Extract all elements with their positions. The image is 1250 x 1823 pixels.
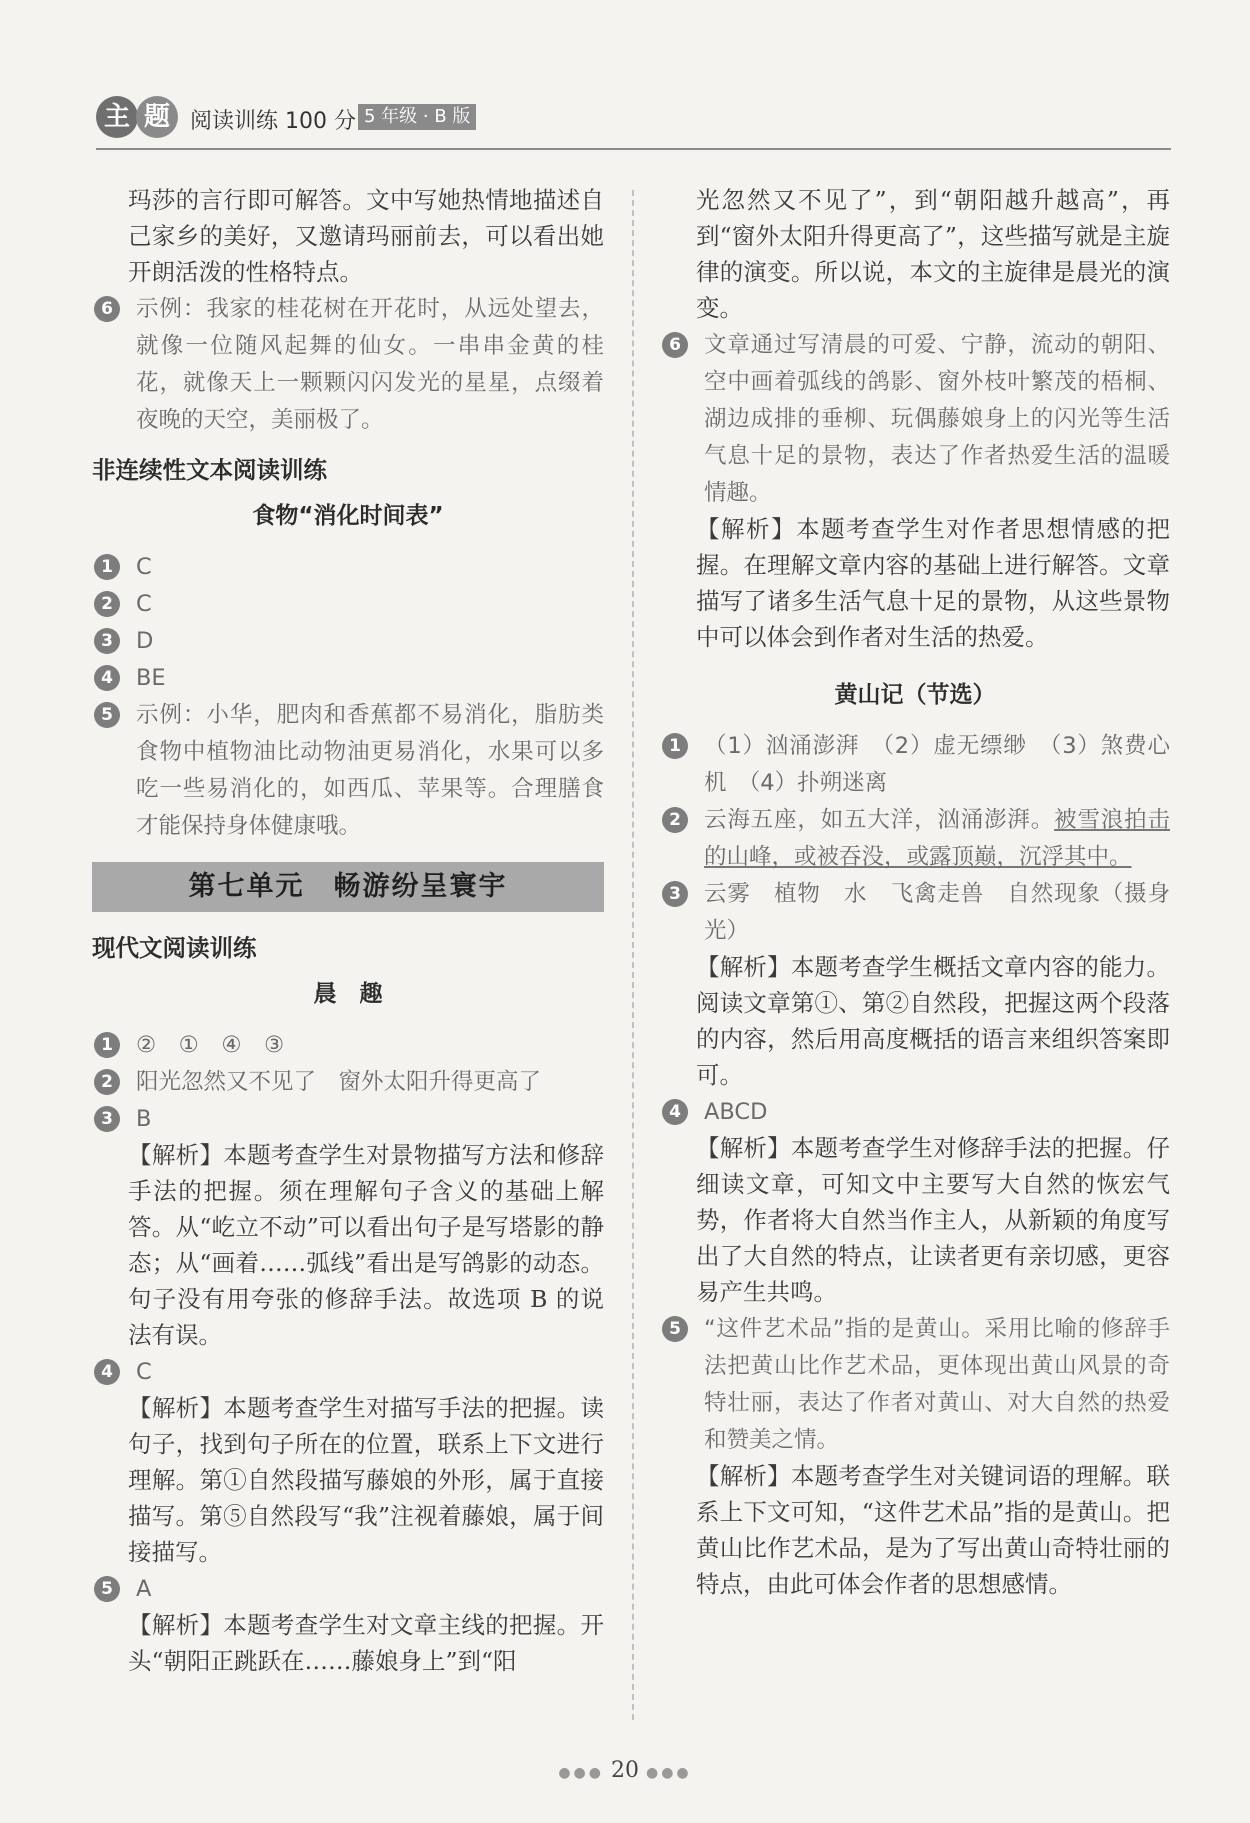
- answer-number: 1: [94, 1032, 120, 1058]
- book-title: 阅读训练 100 分: [190, 109, 356, 134]
- continued-answer: 玛莎的言行即可解答。文中写她热情地描述自己家乡的美好，又邀请玛丽前去，可以看出她开朗活泼的性格特点。: [128, 186, 604, 286]
- answer-item: [660, 1310, 1170, 1458]
- analysis-text: 【解析】本题考查学生对文章主线的把握。开头“朝阳正跳跃在……藤娘身上”到“阳: [128, 1611, 604, 1675]
- page-number: 20: [611, 1758, 639, 1783]
- answer-number: 2: [94, 1069, 120, 1095]
- answer-text: BE: [136, 665, 166, 691]
- answer-item: [92, 1570, 604, 1607]
- answer-text: “这件艺术品”指的是黄山。采用比喻的修辞手法把黄山比作艺术品，更体现出黄山风景的奇特壮丽，表达了作者对黄山、对大自然的热爱和赞美之情。: [704, 1316, 1170, 1453]
- answer-item: [92, 585, 604, 622]
- answer-number: 3: [94, 1106, 120, 1132]
- answer-text: B: [136, 1106, 152, 1132]
- series-logo: [96, 92, 180, 144]
- answer-number: 5: [662, 1316, 688, 1342]
- answer-number: 1: [94, 554, 120, 580]
- answer-text: ABCD: [704, 1099, 768, 1125]
- answer-item: [660, 727, 1170, 801]
- answer-text: 阳光忽然又不见了 窗外太阳升得更高了: [136, 1069, 542, 1095]
- answer-text: ② ① ④ ③: [136, 1032, 285, 1058]
- logo-char-1: 主: [96, 96, 138, 138]
- grade-badge: 5 年级 · B 版: [358, 104, 476, 130]
- answer-item: [92, 1100, 604, 1137]
- article-title: 黄山记（节选）: [834, 682, 996, 708]
- answer-item: [92, 290, 604, 438]
- answer-item: [660, 1093, 1170, 1130]
- analysis-text: 【解析】本题考查学生对描写手法的把握。读句子，找到句子所在的位置，联系上下文进行理解。第①自然段描写藤娘的外形，属于直接描写。第⑤自然段写“我”注视着藤娘，属于间接描写。: [128, 1394, 604, 1566]
- section-heading: 现代文阅读训练: [92, 934, 257, 962]
- article-title: 晨 趣: [313, 981, 383, 1007]
- answer-text: 文章通过写清晨的可爱、宁静，流动的朝阳、空中画着弧线的鸽影、窗外枝叶繁茂的梧桐、湖边成排的垂柳、玩偶藤娘身上的闪光等生活气息十足的景物，表达了作者热爱生活的温暖情趣。: [704, 332, 1170, 506]
- answer-text: C: [136, 554, 152, 580]
- answer-item: [92, 1063, 604, 1100]
- answer-number: 2: [662, 807, 688, 833]
- answer-number: 3: [94, 628, 120, 654]
- answer-text: 云雾 植物 水 飞禽走兽 自然现象（摄身光）: [704, 881, 1170, 944]
- analysis-text: 【解析】本题考查学生对修辞手法的把握。仔细读文章，可知文中主要写大自然的恢宏气势，作者将大自然当作主人，从新颖的角度写出了大自然的特点，让读者更有亲切感，更容易产生共鸣。: [696, 1134, 1170, 1306]
- answer-text: 云海五座，如五大洋，汹涌澎湃。: [704, 807, 1055, 833]
- answer-number: 4: [94, 665, 120, 691]
- answer-item: [92, 1026, 604, 1063]
- logo-char-2: 题: [136, 96, 178, 138]
- answer-item: [660, 326, 1170, 511]
- answer-text: D: [136, 628, 154, 654]
- section-heading: 非连续性文本阅读训练: [92, 456, 327, 484]
- unit-banner: 第七单元 畅游纷呈寰宇: [92, 862, 604, 912]
- analysis-text: 【解析】本题考查学生对景物描写方法和修辞手法的把握。须在理解句子含义的基础上解答。从“屹立不动”可以看出句子是写塔影的静态；从“画着……弧线”看出是写鸽影的动态。句子没有用夸张的修辞手法。故选项 B 的说法有误。: [128, 1141, 604, 1349]
- underlined-answer-text: 被雪浪拍击的山峰，或被吞没，或露顶巅，沉浮其中。: [704, 807, 1170, 870]
- answer-number: 3: [662, 881, 688, 907]
- answer-number: 6: [94, 296, 120, 322]
- answer-number: 4: [94, 1359, 120, 1385]
- answer-number: 5: [94, 1576, 120, 1602]
- page-number-footer: [0, 1758, 1250, 1783]
- answer-item: [92, 548, 604, 585]
- answer-item: [92, 1353, 604, 1390]
- right-column: [660, 182, 1170, 1602]
- answer-number: 2: [94, 591, 120, 617]
- answer-text: （1）汹涌澎湃 （2）虚无缥缈 （3）煞费心机 （4）扑朔迷离: [704, 733, 1170, 796]
- continued-analysis: 光忽然又不见了”，到“朝阳越升越高”，再到“窗外太阳升得更高了”，这些描写就是主旋律的演变。所以说，本文的主旋律是晨光的演变。: [696, 186, 1170, 322]
- analysis-text: 【解析】本题考查学生对关键词语的理解。联系上下文可知，“这件艺术品”指的是黄山。把黄山比作艺术品，是为了写出黄山奇特壮丽的特点，由此可体会作者的思想感情。: [696, 1462, 1170, 1598]
- answer-text: 示例：小华，肥肉和香蕉都不易消化，脂肪类食物中植物油比动物油更易消化，水果可以多吃一些易消化的，如西瓜、苹果等。合理膳食才能保持身体健康哦。: [136, 702, 604, 839]
- column-divider: [632, 190, 634, 1720]
- answer-text: C: [136, 591, 152, 617]
- dots-decoration-left: ●●●: [558, 1765, 604, 1781]
- answer-text: 示例：我家的桂花树在开花时，从远处望去，就像一位随风起舞的仙女。一串串金黄的桂花，就像天上一颗颗闪闪发光的星星，点缀着夜晚的天空，美丽极了。: [136, 296, 604, 433]
- dots-decoration-right: ●●●: [646, 1765, 692, 1781]
- analysis-text: 【解析】本题考查学生对作者思想情感的把握。在理解文章内容的基础上进行解答。文章描写了诸多生活气息十足的景物，从这些景物中可以体会到作者对生活的热爱。: [696, 515, 1170, 651]
- analysis-text: 【解析】本题考查学生概括文章内容的能力。阅读文章第①、第②自然段，把握这两个段落的内容，然后用高度概括的语言来组织答案即可。: [696, 953, 1170, 1089]
- answer-item: [92, 659, 604, 696]
- answer-item: [660, 875, 1170, 949]
- answer-number: 1: [662, 733, 688, 759]
- answer-item: [660, 801, 1170, 875]
- page-header: [96, 92, 1171, 150]
- answer-number: 6: [662, 332, 688, 358]
- answer-text: A: [136, 1576, 152, 1602]
- answer-number: 4: [662, 1099, 688, 1125]
- answer-item: [92, 622, 604, 659]
- answer-text: C: [136, 1359, 152, 1385]
- answer-number: 5: [94, 702, 120, 728]
- article-title: 食物“消化时间表”: [252, 503, 444, 529]
- answer-item: [92, 696, 604, 844]
- left-column: [92, 182, 604, 1679]
